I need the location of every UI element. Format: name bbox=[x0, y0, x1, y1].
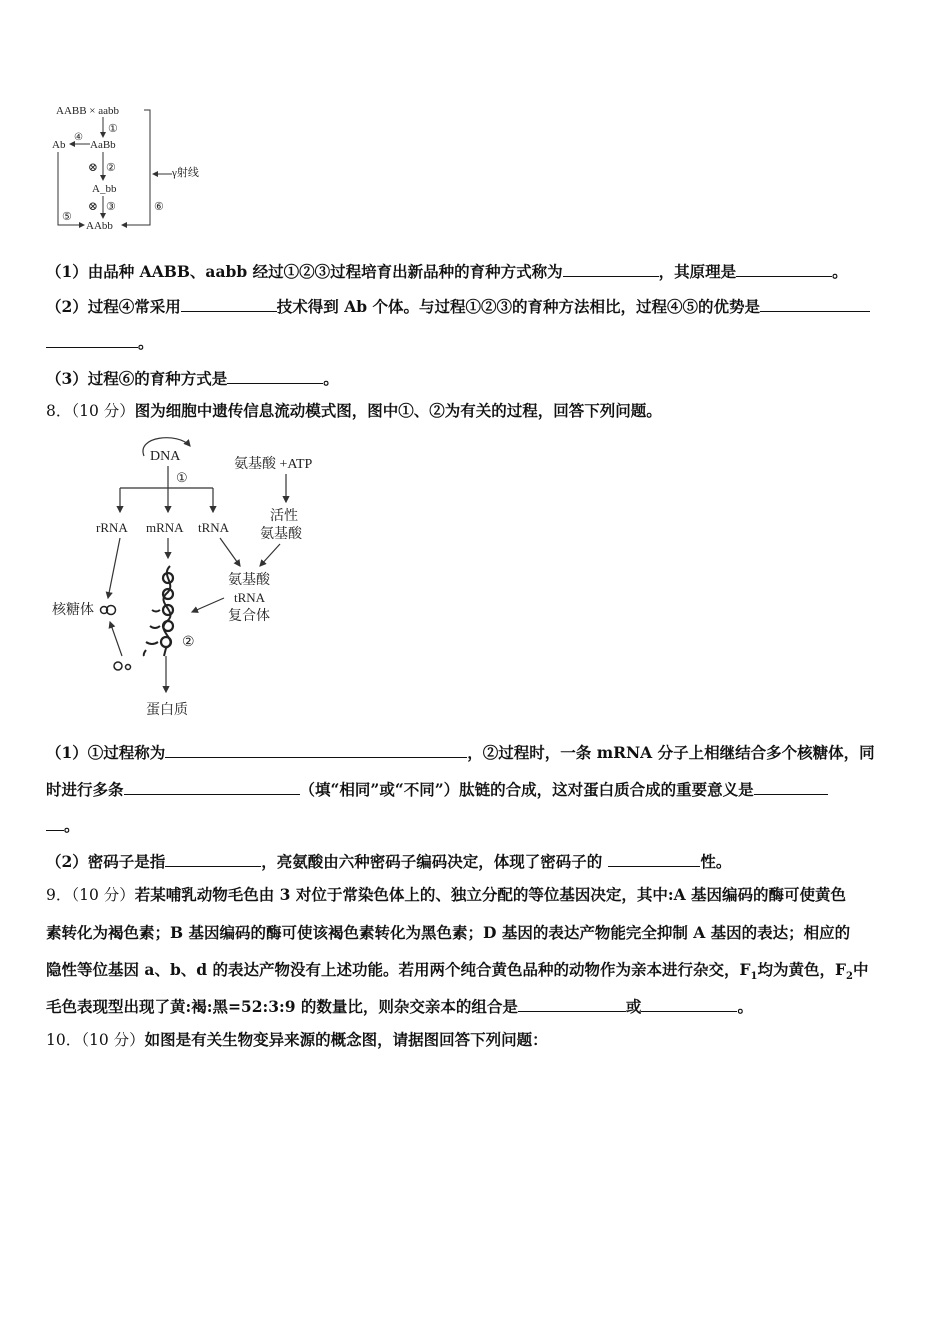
selfing-symbol-2: ⊗ bbox=[88, 199, 99, 213]
f1-label: AaBb bbox=[90, 139, 116, 151]
q8-stem: 8．（10 分）图为细胞中遗传信息流动模式图，图中①、②为有关的过程，回答下列问题。 bbox=[46, 401, 662, 420]
trna-label: tRNA bbox=[198, 520, 230, 535]
q7-blank-principle[interactable] bbox=[736, 260, 832, 277]
q7-blank-advantage-2[interactable] bbox=[46, 331, 138, 348]
gamma-label: γ射线 bbox=[172, 167, 199, 179]
breeding-diagram bbox=[48, 100, 228, 235]
complex-label-1: 氨基酸 bbox=[228, 573, 270, 588]
q8-blank-process1[interactable] bbox=[165, 741, 467, 758]
q10-stem: 10．（10 分）如图是有关生物变异来源的概念图，请据图回答下列问题： bbox=[46, 1030, 548, 1049]
target-label: AAbb bbox=[86, 220, 113, 232]
step6-label: ⑥ bbox=[154, 201, 164, 213]
step3-label: ③ bbox=[106, 201, 116, 213]
free-subunits bbox=[114, 662, 131, 670]
aa-atp-label: 氨基酸 +ATP bbox=[234, 457, 313, 472]
cross-label: AABB × aabb bbox=[56, 105, 120, 117]
active-aa-label-2: 氨基酸 bbox=[260, 527, 302, 542]
complex-label-3: 复合体 bbox=[228, 609, 270, 624]
gene-expression-diagram bbox=[48, 434, 348, 724]
q9-line2: 素转化为褐色素；B 基因编码的酶可使该褐色素转化为黑色素；D 基因的表达产物能完全抑制 A 基因的表达；相应的 bbox=[46, 923, 851, 942]
q9-blank-parents-1[interactable] bbox=[518, 995, 626, 1012]
q9-line3: 隐性等位基因 a、b、d 的表达产物没有上述功能。若用两个纯合黄色品种的动物作为亲本进行杂交，$F_1$均为黄色，$F_2$中 bbox=[46, 960, 869, 983]
ribosome-icon bbox=[101, 606, 116, 615]
arrow-step6 bbox=[122, 110, 150, 225]
q7-part2: （2）过程④常采用 技术得到 Ab 个体。与过程①②③的育种方法相比，过程④⑤的优势是 bbox=[46, 295, 906, 318]
process1-label: ① bbox=[176, 470, 188, 485]
a-bb-label: A_bb bbox=[92, 183, 117, 195]
step5-label: ⑤ bbox=[62, 211, 72, 223]
active-aa-label-1: 活性 bbox=[270, 509, 298, 524]
q7-blank-advantage-1[interactable] bbox=[760, 295, 870, 312]
mrna-label: mRNA bbox=[146, 520, 184, 535]
q7-part1: （1）由品种 AABB、aabb 经过①②③过程培育出新品种的育种方式称为 ，其原理是 。 bbox=[46, 262, 848, 281]
q9-line1: 9．（10 分）若某哺乳动物毛色由 3 对位于常染色体上的、独立分配的等位基因决定，其中:A 基因编码的酶可使黄色 bbox=[46, 885, 846, 904]
arrow-active-complex bbox=[260, 544, 280, 566]
dna-label: DNA bbox=[150, 449, 181, 464]
arrow-subunits-recycle bbox=[110, 622, 122, 656]
q8-blank-same-different[interactable] bbox=[124, 778, 300, 795]
q8-part1-cont: 时进行多条 （填“相同”或“不同”）肽链的合成，这对蛋白质合成的重要意义是 bbox=[46, 778, 906, 801]
q7-blank-process6[interactable] bbox=[227, 367, 323, 384]
arrow-complex-to-mrna bbox=[192, 598, 224, 612]
rrna-label: rRNA bbox=[96, 520, 128, 535]
q8-blank-codon-definition[interactable] bbox=[165, 850, 261, 867]
polysome-strand bbox=[163, 566, 170, 656]
protein-label: 蛋白质 bbox=[146, 703, 188, 718]
step2-label: ② bbox=[106, 162, 116, 174]
q8-blank-codon-property[interactable] bbox=[608, 850, 700, 867]
peptide-chains bbox=[144, 610, 160, 656]
q8-part2: （2）密码子是指 ，亮氨酸由六种密码子编码决定，体现了密码子的 性。 bbox=[46, 852, 732, 871]
complex-label-2: tRNA bbox=[234, 590, 266, 605]
arrow-trna-complex bbox=[220, 538, 240, 566]
q8-blank-significance-2[interactable] bbox=[46, 814, 64, 831]
q9-line4: 毛色表现型出现了黄:褐:黑=52:3:9 的数量比，则杂交亲本的组合是 或 。 bbox=[46, 997, 753, 1016]
q7-blank-technique[interactable] bbox=[181, 295, 277, 312]
q7-part3: （3）过程⑥的育种方式是 。 bbox=[46, 369, 339, 388]
ab-haploid-label: Ab bbox=[52, 139, 66, 151]
q8-blank-significance-1[interactable] bbox=[754, 778, 828, 795]
selfing-symbol-1: ⊗ bbox=[88, 160, 99, 174]
arrow-rrna-ribosome bbox=[108, 538, 120, 598]
step4-label: ④ bbox=[74, 132, 83, 143]
ribosome-label: 核糖体 bbox=[52, 603, 94, 618]
step1-label: ① bbox=[108, 123, 118, 135]
q9-blank-parents-2[interactable] bbox=[641, 995, 737, 1012]
q8-part1-cont2: 。 bbox=[46, 814, 906, 837]
q8-part1: （1）①过程称为 ，②过程时，一条 mRNA 分子上相继结合多个核糖体，同 bbox=[46, 743, 875, 762]
q7-part2-cont: 。 bbox=[46, 331, 906, 354]
process2-label: ② bbox=[182, 635, 195, 650]
q7-blank-breeding-method[interactable] bbox=[563, 260, 659, 277]
